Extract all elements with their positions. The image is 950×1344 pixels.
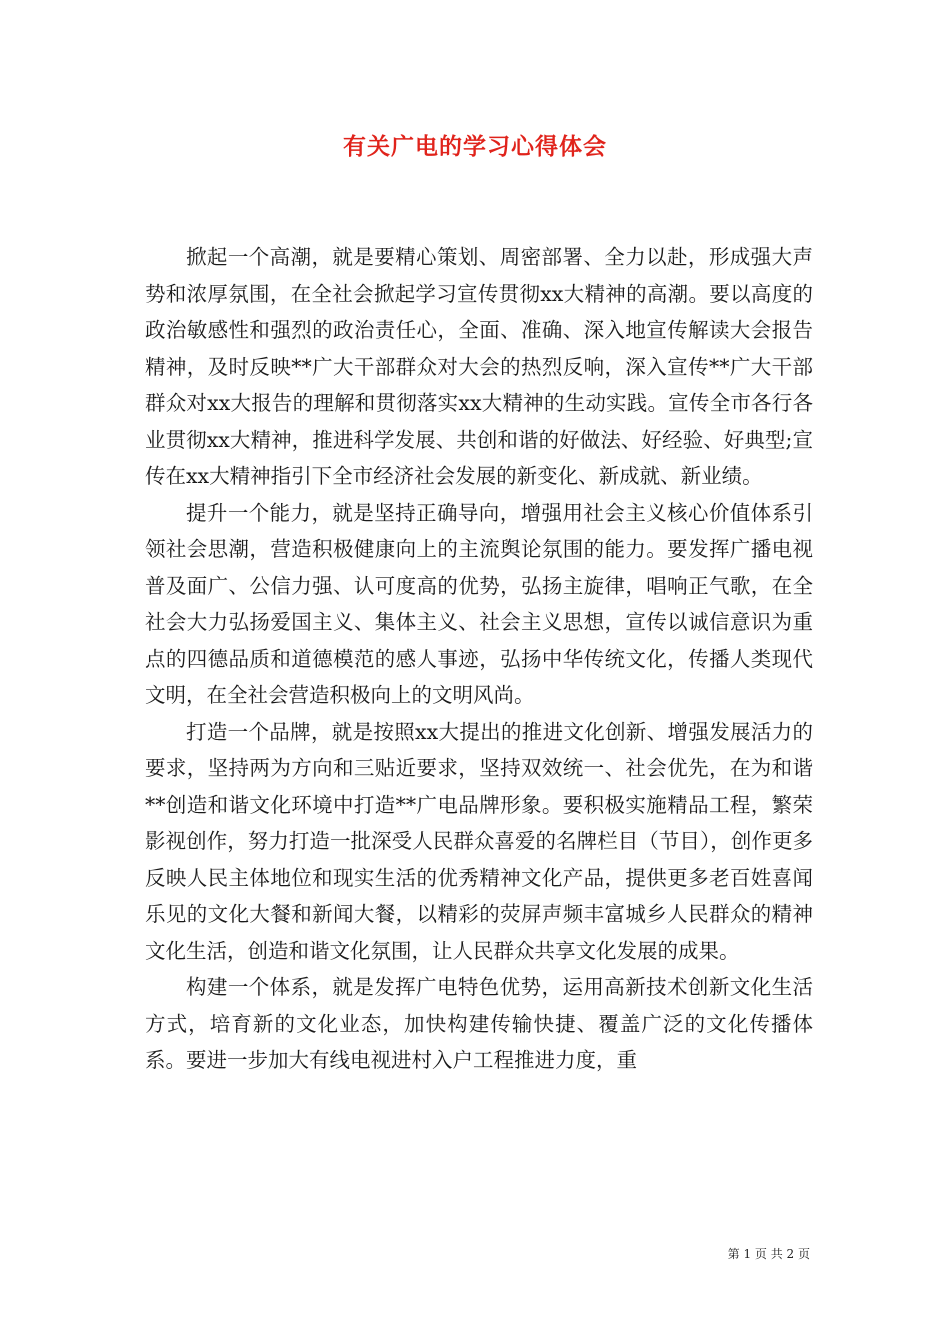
- document-body: [145, 239, 813, 1079]
- document-title: 有关广电的学习心得体会: [343, 133, 607, 160]
- page-number: 第 1 页 共 2 页: [727, 1247, 810, 1261]
- paragraph-1: 掀起一个高潮，就是要精心策划、周密部署、全力以赴，形成强大声势和浓厚氛围，在全社会掀起学习宣传贯彻xx大精神的高潮。要以高度的政治敏感性和强烈的政治责任心，全面、准确、深入地宣传解读大会报告精神，及时反映**广大干部群众对大会的热烈反响，深入宣传**广大干部群众对xx大报告的理解和贯彻落实xx大精神的生动实践。宣传全市各行各业贯彻xx大精神，推进科学发展、共创和谐的好做法、好经验、好典型;宣传在xx大精神指引下全市经济社会发展的新变化、新成就、新业绩。: [145, 245, 813, 488]
- paragraph-4: 构建一个体系，就是发挥广电特色优势，运用高新技术创新文化生活方式，培育新的文化业态，加快构建传输快捷、覆盖广泛的文化传播体系。要进一步加大有线电视进村入户工程推进力度，重: [145, 975, 813, 1072]
- paragraph-2: 提升一个能力，就是坚持正确导向，增强用社会主义核心价值体系引领社会思潮，营造积极健康向上的主流舆论氛围的能力。要发挥广播电视普及面广、公信力强、认可度高的优势，弘扬主旋律，唱响正气歌，在全社会大力弘扬爱国主义、集体主义、社会主义思想，宣传以诚信意识为重点的四德品质和道德模范的感人事迹，弘扬中华传统文化，传播人类现代文明，在全社会营造积极向上的文明风尚。: [145, 500, 813, 707]
- paragraph-3: 打造一个品牌，就是按照xx大提出的推进文化创新、增强发展活力的要求，坚持两为方向和三贴近要求，坚持双效统一、社会优先，在为和谐**创造和谐文化环境中打造**广电品牌形象。要积极实施精品工程，繁荣影视创作，努力打造一批深受人民群众喜爱的名牌栏目（节目），创作更多反映人民主体地位和现实生活的优秀精神文化产品，提供更多老百姓喜闻乐见的文化大餐和新闻大餐，以精彩的荧屏声频丰富城乡人民群众的精神文化生活，创造和谐文化氛围，让人民群众共享文化发展的成果。: [145, 719, 813, 963]
